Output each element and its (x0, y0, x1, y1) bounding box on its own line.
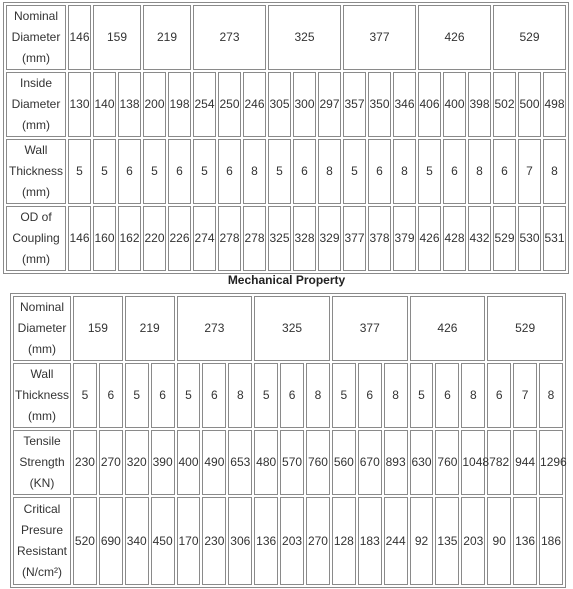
table-cell: 219 (125, 296, 175, 361)
table-cell: 136 (513, 497, 537, 585)
table-cell: 278 (218, 206, 241, 271)
table-cell: 140 (93, 72, 116, 137)
table-cell: 653 (228, 430, 252, 495)
table-cell: 400 (443, 72, 466, 137)
table-cell: 273 (193, 5, 266, 70)
table-cell: 5 (93, 139, 116, 204)
table-cell: 5 (410, 363, 434, 428)
table-cell: 128 (332, 497, 356, 585)
table-cell: 250 (218, 72, 241, 137)
table-row (6, 206, 566, 271)
row-header-line: Tensile (23, 434, 61, 448)
table-cell: 398 (468, 72, 491, 137)
table-cell: 893 (384, 430, 408, 495)
table-cell: 670 (358, 430, 382, 495)
table-cell: 1048 (461, 430, 485, 495)
table-cell: 135 (435, 497, 459, 585)
row-header-line: Thickness (8, 164, 64, 178)
table-cell: 529 (493, 5, 566, 70)
table-cell: 160 (93, 206, 116, 271)
table-cell: 6 (118, 139, 141, 204)
table-cell: 329 (318, 206, 341, 271)
table-row (6, 72, 566, 137)
row-header (6, 72, 66, 137)
row-header-line: Nominal (19, 300, 64, 314)
row-header (6, 139, 66, 204)
row-header-line: (mm) (28, 409, 56, 423)
table-cell: 6 (435, 363, 459, 428)
table-cell: 8 (384, 363, 408, 428)
table-cell: 426 (418, 206, 441, 271)
table-cell: 450 (151, 497, 175, 585)
table-cell: 278 (243, 206, 266, 271)
row-header-line: Inside (19, 76, 53, 90)
table-cell: 244 (384, 497, 408, 585)
row-header-line: (KN) (29, 476, 55, 490)
table-row (6, 139, 566, 204)
table-cell: 428 (443, 206, 466, 271)
table-cell: 782 (487, 430, 511, 495)
row-header-line: (mm) (22, 51, 50, 65)
table-cell: 8 (306, 363, 330, 428)
row-header-line: Presure (20, 523, 64, 537)
table-cell: 219 (143, 5, 191, 70)
table-cell: 426 (418, 5, 491, 70)
table-cell: 350 (368, 72, 391, 137)
table-cell: 146 (68, 5, 91, 70)
table-cell: 325 (268, 5, 341, 70)
table-cell: 5 (125, 363, 149, 428)
row-header-line: Wall (30, 367, 54, 381)
row-header-line: Thickness (14, 388, 70, 402)
table-cell: 325 (268, 206, 291, 271)
table-cell: 529 (493, 206, 516, 271)
table-cell: 406 (418, 72, 441, 137)
table-cell: 346 (393, 72, 416, 137)
table-cell: 220 (143, 206, 166, 271)
table-cell: 377 (343, 5, 416, 70)
table-cell: 432 (468, 206, 491, 271)
table-cell: 6 (358, 363, 382, 428)
dimension-table-body (6, 5, 566, 271)
row-header-line: (N/cm²) (22, 565, 62, 579)
table-cell: 6 (487, 363, 511, 428)
row-header-line: Resistant (16, 544, 68, 558)
table-cell: 306 (228, 497, 252, 585)
table-cell: 498 (543, 72, 566, 137)
table-cell: 530 (518, 206, 541, 271)
table-cell: 230 (202, 497, 226, 585)
table-cell: 146 (68, 206, 91, 271)
table-cell: 90 (487, 497, 511, 585)
table-cell: 274 (193, 206, 216, 271)
table-cell: 8 (393, 139, 416, 204)
table-cell: 305 (268, 72, 291, 137)
table-cell: 159 (73, 296, 123, 361)
table-cell: 390 (151, 430, 175, 495)
table-cell: 273 (177, 296, 253, 361)
table-cell: 159 (93, 5, 141, 70)
table-cell: 6 (280, 363, 304, 428)
table-row (6, 5, 566, 70)
table-row (13, 296, 563, 361)
table-cell: 6 (293, 139, 316, 204)
table-cell: 379 (393, 206, 416, 271)
row-header-line: Coupling (12, 231, 60, 245)
table-cell: 5 (254, 363, 278, 428)
table-cell: 6 (218, 139, 241, 204)
table-cell: 340 (125, 497, 149, 585)
row-header-line: Critical (23, 502, 61, 516)
row-header-line: Nominal (13, 9, 58, 23)
row-header-line: Diameter (17, 321, 67, 335)
table-cell: 377 (332, 296, 408, 361)
table-cell: 6 (368, 139, 391, 204)
table-cell: 5 (177, 363, 201, 428)
table-cell: 944 (513, 430, 537, 495)
table-cell: 130 (68, 72, 91, 137)
row-header-line: Wall (24, 143, 48, 157)
row-header (6, 206, 66, 271)
table-cell: 6 (493, 139, 516, 204)
mechanical-property-title: Mechanical Property (227, 273, 346, 287)
table-cell: 490 (202, 430, 226, 495)
row-header (13, 296, 71, 361)
table-cell: 5 (143, 139, 166, 204)
table-cell: 200 (143, 72, 166, 137)
table-row (13, 497, 563, 585)
table-cell: 5 (343, 139, 366, 204)
table-cell: 246 (243, 72, 266, 137)
table-cell: 270 (306, 497, 330, 585)
table-cell: 186 (539, 497, 563, 585)
table-cell: 270 (99, 430, 123, 495)
dimension-table (3, 2, 569, 274)
table-row (13, 430, 563, 495)
table-cell: 570 (280, 430, 304, 495)
table-cell: 502 (493, 72, 516, 137)
table-cell: 690 (99, 497, 123, 585)
table-cell: 92 (410, 497, 434, 585)
table-cell: 183 (358, 497, 382, 585)
table-cell: 529 (487, 296, 563, 361)
table-cell: 377 (343, 206, 366, 271)
table-cell: 1296 (539, 430, 563, 495)
table-cell: 5 (268, 139, 291, 204)
table-cell: 226 (168, 206, 191, 271)
row-header (6, 5, 66, 70)
table-cell: 8 (228, 363, 252, 428)
table-cell: 7 (518, 139, 541, 204)
table-cell: 320 (125, 430, 149, 495)
table-cell: 5 (418, 139, 441, 204)
table-cell: 630 (410, 430, 434, 495)
table-cell: 203 (461, 497, 485, 585)
row-header (13, 497, 71, 585)
table-cell: 8 (318, 139, 341, 204)
mechanical-table-body (13, 296, 567, 585)
row-header (13, 430, 71, 495)
table-cell: 8 (543, 139, 566, 204)
row-header-line: (mm) (22, 185, 50, 199)
mechanical-property-table (10, 293, 566, 588)
row-header (13, 363, 71, 428)
table-cell: 297 (318, 72, 341, 137)
row-header-line: Strength (19, 455, 65, 469)
table-cell: 230 (73, 430, 97, 495)
table-cell: 8 (468, 139, 491, 204)
table-cell: 5 (332, 363, 356, 428)
table-cell: 560 (332, 430, 356, 495)
table-cell: 300 (293, 72, 316, 137)
table-cell: 198 (168, 72, 191, 137)
table-cell: 531 (543, 206, 566, 271)
table-cell: 5 (73, 363, 97, 428)
table-cell: 6 (151, 363, 175, 428)
table-row (13, 363, 563, 428)
table-cell: 6 (443, 139, 466, 204)
table-cell: 136 (254, 497, 278, 585)
table-cell: 8 (461, 363, 485, 428)
table-cell: 8 (243, 139, 266, 204)
table-cell: 500 (518, 72, 541, 137)
table-cell: 254 (193, 72, 216, 137)
table-cell: 760 (435, 430, 459, 495)
row-header-line: (mm) (22, 118, 50, 132)
row-header-line: Diameter (11, 97, 61, 111)
table-cell: 8 (539, 363, 563, 428)
table-cell: 760 (306, 430, 330, 495)
row-header-line: Diameter (11, 30, 61, 44)
table-cell: 6 (202, 363, 226, 428)
table-cell: 203 (280, 497, 304, 585)
table-cell: 426 (410, 296, 486, 361)
table-cell: 400 (177, 430, 201, 495)
table-cell: 162 (118, 206, 141, 271)
table-cell: 520 (73, 497, 97, 585)
table-cell: 170 (177, 497, 201, 585)
row-header-line: OD of (20, 210, 52, 224)
table-cell: 6 (99, 363, 123, 428)
table-cell: 5 (68, 139, 91, 204)
table-cell: 325 (254, 296, 330, 361)
row-header-line: (mm) (22, 252, 50, 266)
table-cell: 378 (368, 206, 391, 271)
row-header-line: (mm) (28, 342, 56, 356)
table-cell: 6 (168, 139, 191, 204)
table-cell: 5 (193, 139, 216, 204)
table-cell: 357 (343, 72, 366, 137)
table-cell: 138 (118, 72, 141, 137)
table-cell: 480 (254, 430, 278, 495)
table-cell: 7 (513, 363, 537, 428)
table-cell: 328 (293, 206, 316, 271)
